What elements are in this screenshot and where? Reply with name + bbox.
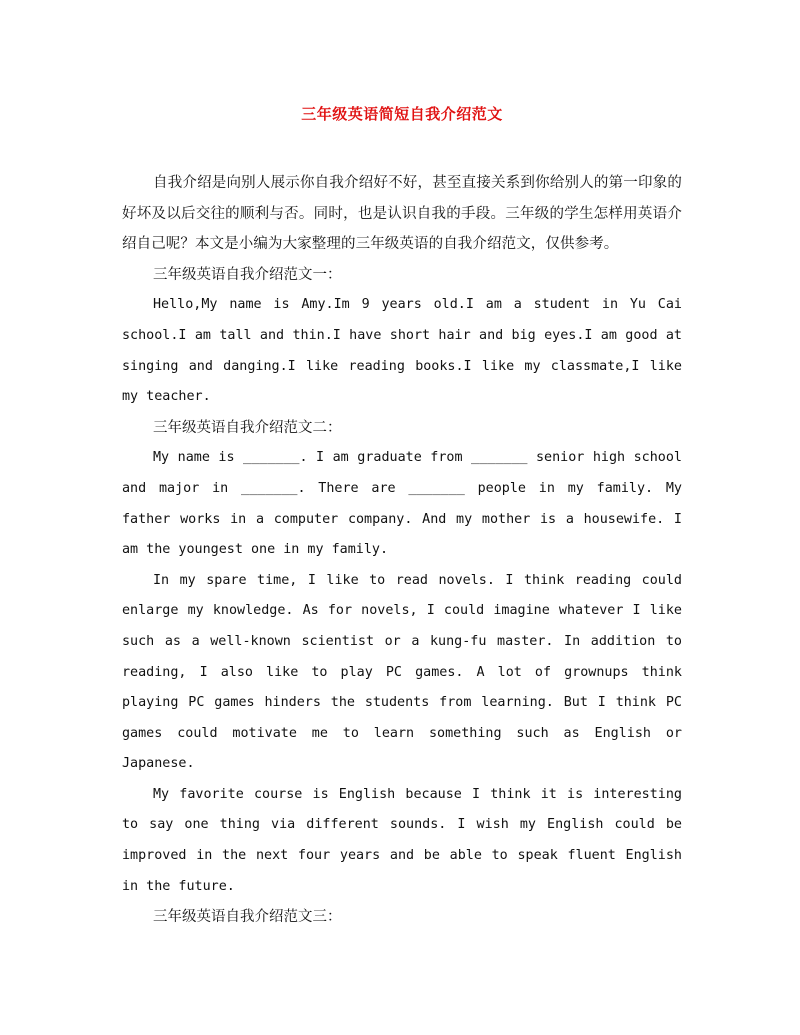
section-1-heading: 三年级英语自我介绍范文一： [153, 266, 342, 283]
section-2-paragraph-3: My favorite course is English because I think it is interesting to say one thing via different sounds. I wish my English could be improved in the next four years and be able to speak fluent English in the future. [122, 786, 682, 894]
section-2-heading: 三年级英语自我介绍范文二： [153, 419, 342, 436]
section-2-paragraph-2: In my spare time, I like to read novels. I think reading could enlarge my knowledge. As for novels, I could imagine whatever I like such as a well-known scientist or a kung-fu master. In addition to reading, I also like to play PC games. A lot of grownups think playing PC games hinders the students from learning. But I think PC games could motivate me to learn something such as English or Japanese. [122, 572, 682, 772]
section-2-paragraph-1: My name is _______. I am graduate from _______ senior high school and major in _______. There are _______ people in my family. My father works in a computer company. And my mother is a housewife. I am the youngest one in my family. [122, 450, 682, 558]
intro-paragraph: 自我介绍是向别人展示你自我介绍好不好，甚至直接关系到你给别人的第一印象的好坏及以后交往的顺利与否。同时，也是认识自我的手段。三年级的学生怎样用英语介绍自己呢？本文是小编为大家整理的三年级英语的自我介绍范文，仅供参考。 [122, 175, 682, 253]
section-1-text: Hello,My name is Amy.Im 9 years old.I am a student in Yu Cai school.I am tall and thin.I have short hair and big eyes.I am good at singing and danging.I like reading books.I like my classmate,I like my teacher. [122, 297, 682, 405]
section-3-heading: 三年级英语自我介绍范文三： [153, 909, 342, 926]
document-page [122, 104, 682, 933]
document-title: 三年级英语简短自我介绍范文 [301, 105, 503, 123]
